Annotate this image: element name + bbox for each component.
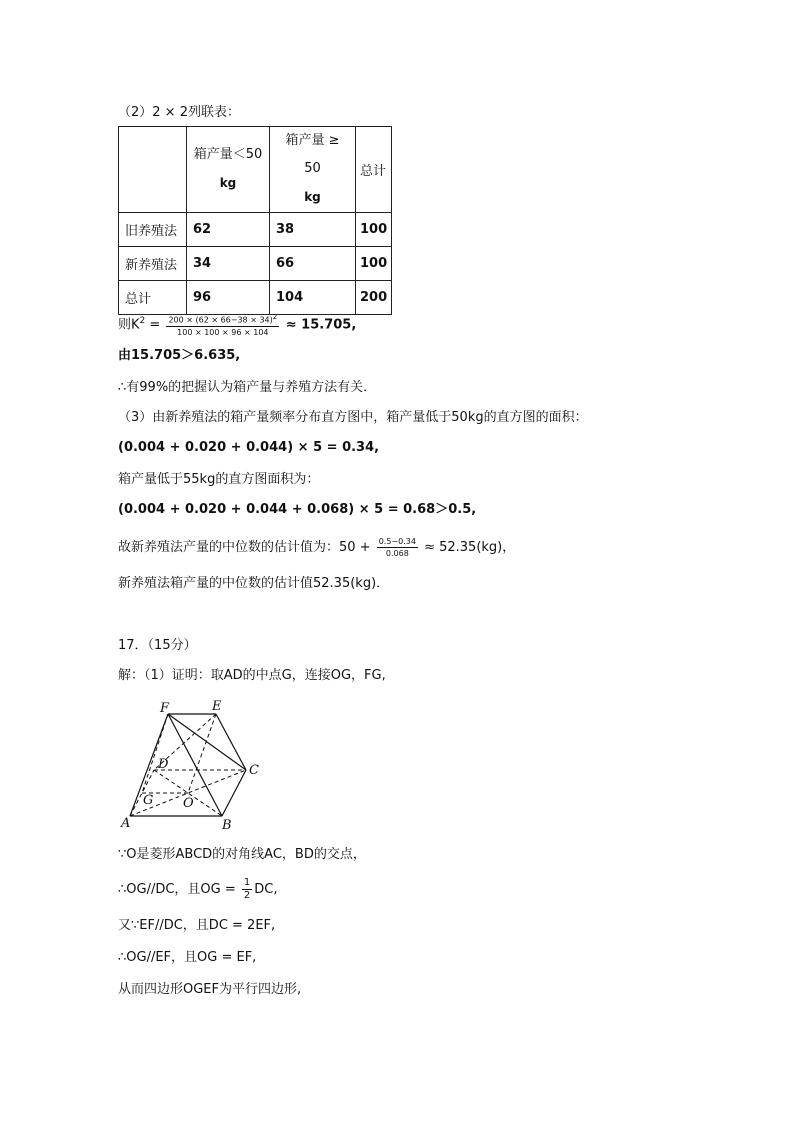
table-row xyxy=(119,247,392,281)
header-col1-unit: kg xyxy=(219,176,237,190)
table-cell: 96 xyxy=(187,281,270,315)
k2-numerator: 200 × (62 × 66−38 × 34) xyxy=(168,315,273,325)
proof2-prefix: ∴OG//DC，且OG = xyxy=(118,882,240,897)
comparison-line: 由15.705＞6.635, xyxy=(118,348,241,363)
median-numerator: 0.5−0.34 xyxy=(378,537,416,546)
table-cell: 34 xyxy=(187,247,270,281)
part3-heading: （3）由新养殖法的箱产量频率分布直方图中，箱产量低于50kg的直方图的面积： xyxy=(118,410,588,425)
k2-prefix: 则K xyxy=(118,317,140,333)
proof-line-4: ∴OG//EF，且OG = EF, xyxy=(118,950,257,965)
half-numerator: 1 xyxy=(243,877,251,888)
median-estimate-line xyxy=(118,534,515,562)
median-fraction xyxy=(377,536,418,559)
table-header-row xyxy=(119,127,392,213)
table-cell: 200 xyxy=(356,281,392,315)
header-blank-cell xyxy=(119,127,187,213)
table-cell: 100 xyxy=(356,213,392,247)
proof-line-5: 从而四边形OGEF为平行四边形, xyxy=(118,982,302,997)
k2-equals: = xyxy=(145,317,165,333)
edge-EC xyxy=(216,714,246,770)
proof-line-1: ∵O是菱形ABCD的对角线AC，BD的交点， xyxy=(118,847,366,862)
table-cell: 100 xyxy=(356,247,392,281)
header-col2-unit: kg xyxy=(304,190,321,204)
conclusion-line: ∴有99%的把握认为箱产量与养殖方法有关． xyxy=(118,380,377,395)
half-denominator: 2 xyxy=(243,890,251,901)
below-55-line: 箱产量低于55kg的直方图面积为： xyxy=(118,472,320,487)
label-D: D xyxy=(158,757,169,772)
k2-exponent: 2 xyxy=(139,316,146,326)
table-row xyxy=(119,213,392,247)
label-G: G xyxy=(143,793,154,808)
table-cell: 66 xyxy=(270,247,356,281)
median-denominator: 0.068 xyxy=(385,549,409,558)
edge-FB xyxy=(168,714,222,816)
table-cell: 38 xyxy=(270,213,356,247)
contingency-table xyxy=(118,126,392,315)
calc-line-2: (0.004 + 0.020 + 0.044 + 0.068) × 5 = 0.68＞0.5, xyxy=(118,502,477,517)
label-C: C xyxy=(249,763,259,778)
header-col3: 总计 xyxy=(356,127,392,213)
edge-EO xyxy=(188,714,216,793)
part2-heading: （2）2 × 2列联表： xyxy=(118,105,240,120)
proof-line-2 xyxy=(118,876,278,904)
median-final-line: 新养殖法箱产量的中位数的估计值52.35(kg)． xyxy=(118,576,390,591)
label-O: O xyxy=(183,796,194,811)
k2-denominator: 100 × 100 × 96 × 104 xyxy=(177,327,269,337)
row-label: 旧养殖法 xyxy=(119,213,187,247)
k2-result: ≈ 15.705, xyxy=(281,317,357,333)
geometry-diagram xyxy=(118,700,268,835)
calc-line-1: (0.004 + 0.020 + 0.044) × 5 = 0.34, xyxy=(118,440,380,455)
header-col2 xyxy=(270,127,356,213)
header-col1-text: 箱产量＜50 xyxy=(193,147,263,162)
label-B: B xyxy=(222,818,232,833)
k2-formula xyxy=(118,308,356,338)
table-cell: 62 xyxy=(187,213,270,247)
label-A: A xyxy=(121,816,131,831)
edge-FC xyxy=(168,714,246,770)
row-label: 新养殖法 xyxy=(119,247,187,281)
header-col2-text: 箱产量 ≥ 50 xyxy=(285,133,340,176)
label-E: E xyxy=(212,700,222,714)
median-prefix: 故新养殖法产量的中位数的估计值为：50 + xyxy=(118,540,375,555)
k2-fraction xyxy=(166,312,279,338)
k2-numerator-exponent: 2 xyxy=(272,313,278,321)
proof2-suffix: DC, xyxy=(254,882,278,897)
q17-heading: 17．（15分） xyxy=(118,638,197,653)
header-col1 xyxy=(187,127,270,213)
row-label: 总计 xyxy=(119,281,187,315)
edge-BC xyxy=(222,770,246,816)
q17-intro: 解：（1）证明：取AD的中点G，连接OG，FG, xyxy=(118,668,386,683)
median-result: ≈ 52.35(kg)， xyxy=(419,540,516,555)
half-fraction xyxy=(242,877,252,902)
proof-line-3: 又∵EF//DC，且DC = 2EF, xyxy=(118,918,276,933)
label-F: F xyxy=(160,701,170,716)
table-cell: 104 xyxy=(270,281,356,315)
